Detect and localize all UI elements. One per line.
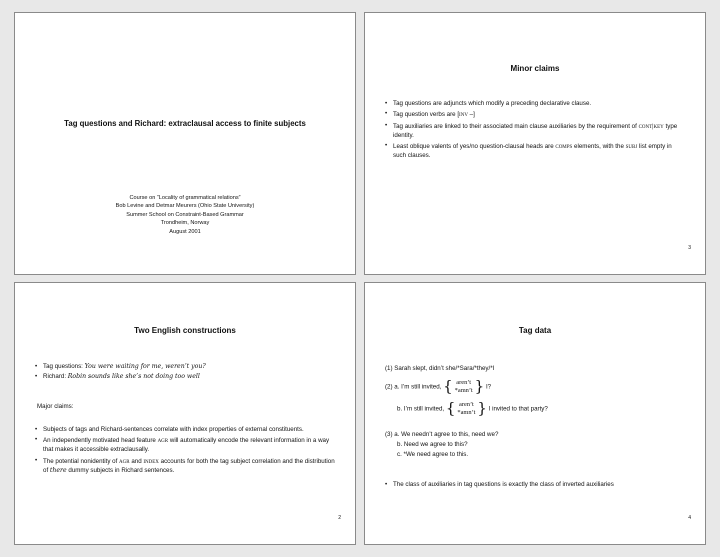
minor-claims-list bbox=[385, 100, 685, 163]
example-3a: (3) a. We needn’t agree to this, need we? bbox=[385, 431, 499, 438]
list-item: • Richard: Robin sounds like she’s not doing too well bbox=[35, 373, 335, 382]
example-2b: b. I’m still invited, { aren’t *amn’t } I invited to that party? bbox=[397, 399, 548, 418]
slide1-title: Tag questions and Richard: extraclausal access to finite subjects bbox=[64, 119, 306, 128]
list-item: • An independently motivated head feature agr will automatically encode the relevant information in a way that makes it accessible extraclausally. bbox=[35, 436, 335, 455]
list-item: • The class of auxiliaries in tag questions is exactly the class of inverted auxiliaries bbox=[385, 481, 685, 490]
major-claims-list bbox=[35, 426, 335, 477]
list-item: • Tag questions: You were waiting for me, weren’t you? bbox=[35, 363, 335, 372]
slide-4 bbox=[364, 282, 706, 545]
slide1-info bbox=[15, 194, 355, 236]
tag-data-list bbox=[385, 481, 685, 491]
slide-2 bbox=[14, 282, 356, 545]
list-item: • Tag auxiliaries are linked to their associated main clause auxiliaries by the requirement of cont|key type identity. bbox=[385, 122, 685, 141]
course-line: Course on “Locality of grammatical relations” bbox=[129, 195, 241, 201]
list-item: • Subjects of tags and Richard-sentences correlate with index properties of external constituents. bbox=[35, 426, 335, 435]
slide4-title: Tag data bbox=[518, 326, 552, 335]
list-item: • The potential nonidentity of agr and index accounts for both the tag subject correlation and the distribution of there dummy subjects in Richard sentences. bbox=[35, 457, 335, 476]
example-2a: (2) a. I’m still invited, { aren’t *amn’t } I? bbox=[385, 377, 492, 396]
page-number: 4 bbox=[688, 514, 691, 521]
constructions-list bbox=[35, 363, 335, 384]
major-claims-heading: Major claims: bbox=[37, 403, 74, 410]
page-number: 2 bbox=[338, 514, 341, 521]
slide3-title: Two English constructions bbox=[134, 326, 236, 335]
slide-3 bbox=[364, 12, 706, 275]
list-item: • Tag question verbs are [inv –] bbox=[385, 110, 685, 120]
school-line: Summer School on Constraint-Based Grammar bbox=[126, 211, 244, 218]
page-number: 3 bbox=[688, 244, 691, 251]
list-item: • Tag questions are adjuncts which modify a preceding declarative clause. bbox=[385, 100, 685, 109]
authors-line: Bob Levine and Detmar Meurers (Ohio State University) bbox=[115, 203, 255, 210]
example-3b: b. Need we agree to this? bbox=[397, 441, 468, 448]
example-3c: c. *We need agree to this. bbox=[397, 451, 469, 458]
date-line: August 2001 bbox=[169, 228, 201, 235]
example-1: (1) Sarah slept, didn’t she/*Sara/*they/*I bbox=[385, 365, 495, 372]
list-item: • Least oblique valents of yes/no question-clausal heads are comps elements, with the subj list empty in such clauses. bbox=[385, 142, 685, 161]
place-line: Trondheim, Norway bbox=[160, 220, 210, 227]
slide-1 bbox=[14, 12, 356, 275]
slide2-title: Minor claims bbox=[510, 64, 560, 73]
